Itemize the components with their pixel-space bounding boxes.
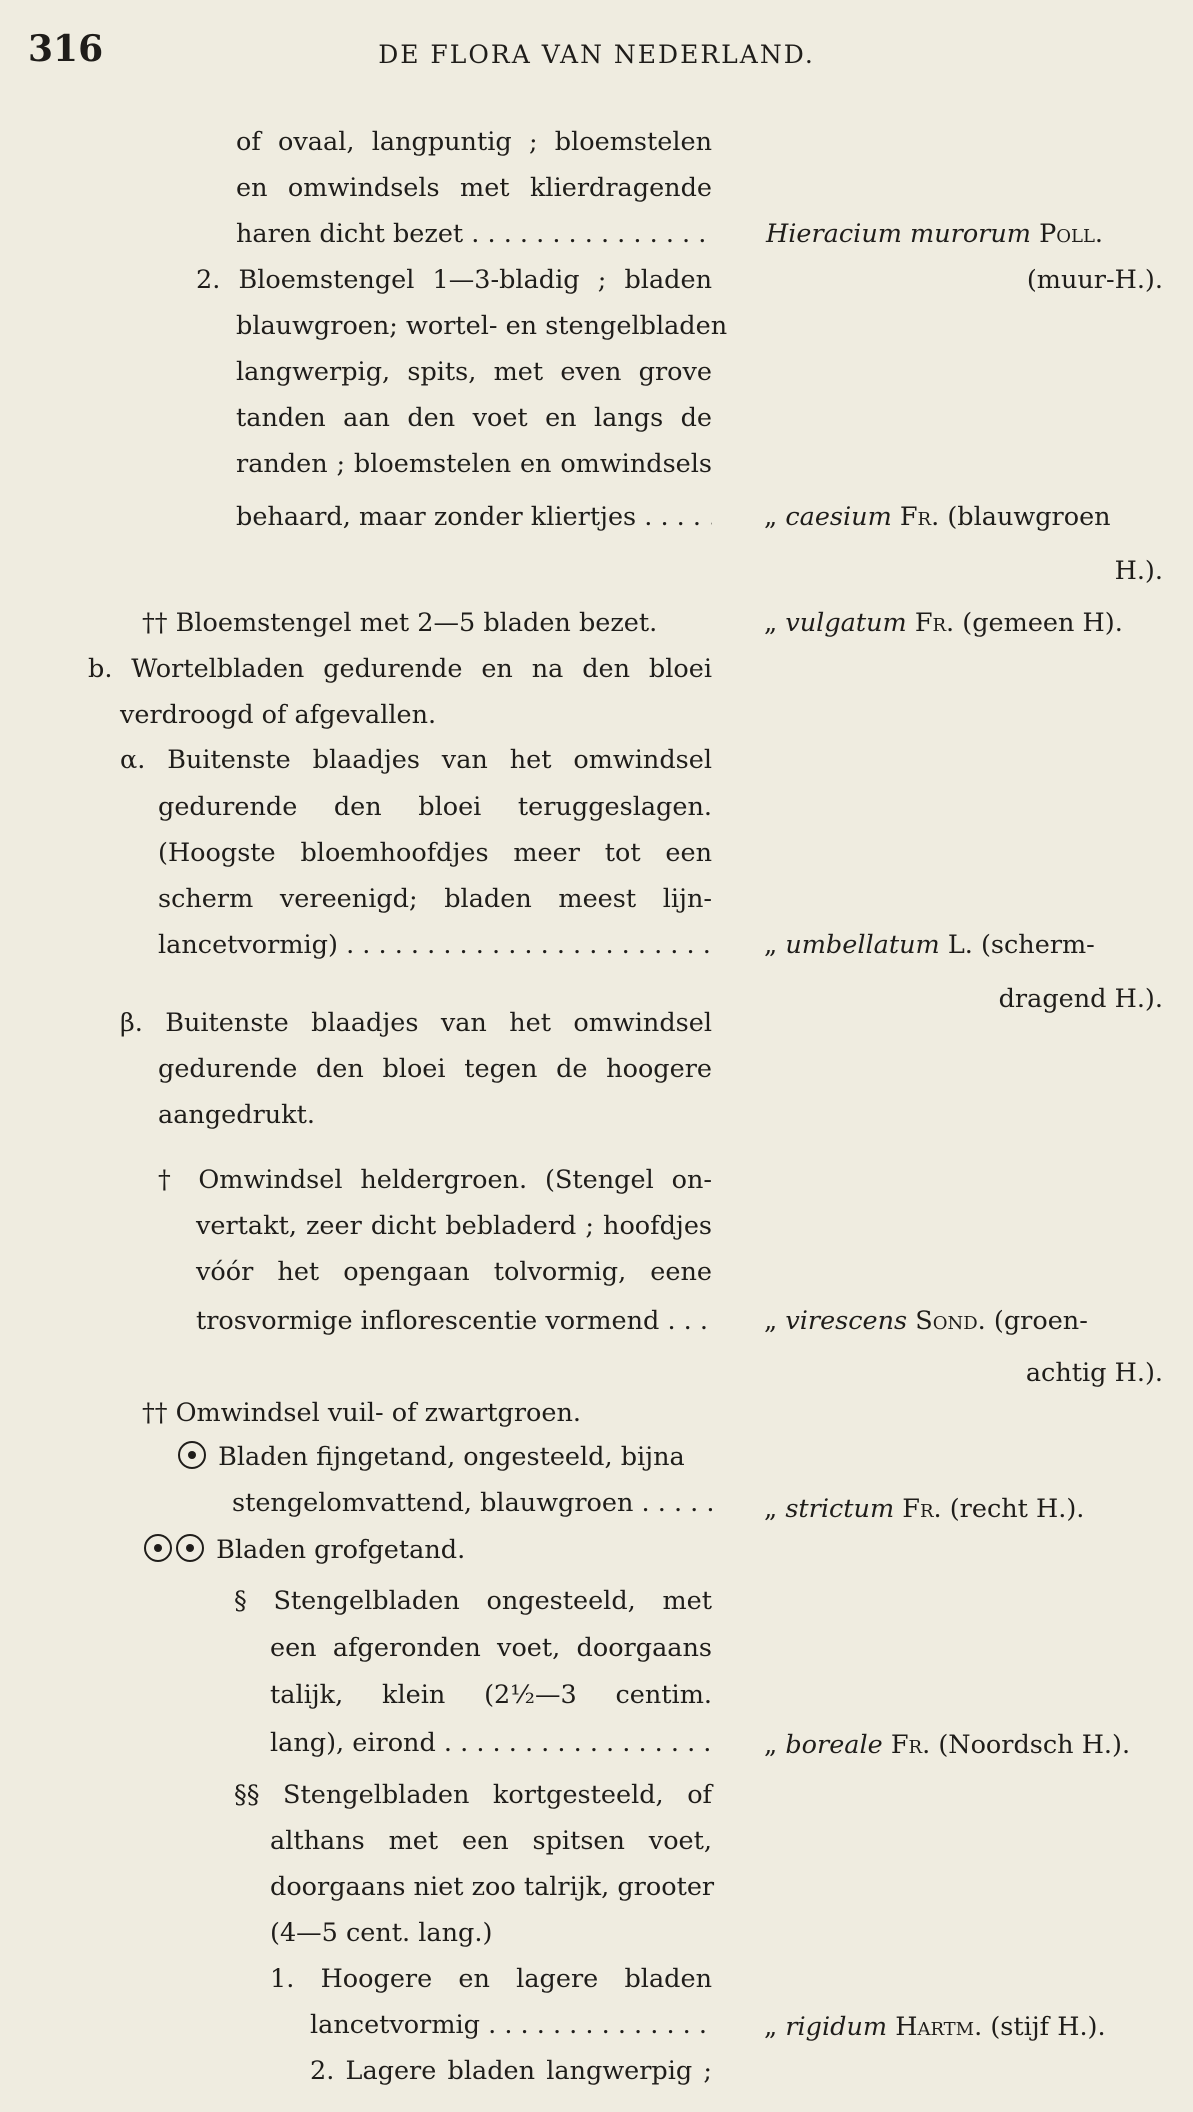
key-line: een afgeronden voet, doorgaans [270, 1633, 712, 1663]
species-name: „ umbellatum L. (scherm- [764, 930, 1095, 960]
key-line: α. Buitenste blaadjes van het omwindsel [120, 745, 712, 775]
key-line: †† Bloemstengel met 2—5 bladen bezet. [142, 608, 658, 638]
key-line: scherm vereenigd; bladen meest lijn- [158, 884, 712, 914]
key-line: lancetvormig . . . [310, 2002, 712, 2048]
species-name: „ virescens Sond. (groen- [764, 1306, 1088, 1336]
key-line: 2. Bloemstengel 1—3-bladig ; bladen [196, 265, 712, 295]
species-name: H.). [1114, 556, 1163, 586]
key-line: gedurende den bloei tegen de hoogere [158, 1054, 712, 1084]
key-line: (4—5 cent. lang.) [270, 1918, 493, 1948]
key-line: vóór het opengaan tolvormig, eene [196, 1257, 712, 1287]
species-name: „ boreale Fr. (Noordsch H.). [764, 1730, 1131, 1760]
key-line: lancetvormig) . . . [158, 922, 712, 968]
key-line: lang), eirond . . . [270, 1720, 712, 1766]
species-name: dragend H.). [998, 984, 1163, 1014]
key-line: blauwgroen; wortel- en stengelbladen [236, 311, 728, 341]
key-line: behaard, maar zonder kliertjes . . . [236, 494, 712, 540]
key-line: b. Wortelbladen gedurende en na den bloei [88, 654, 712, 684]
key-line: Bladen grofgetand. [144, 1527, 465, 1573]
species-name: (muur-H.). [1026, 265, 1163, 295]
key-line: § Stengelbladen ongesteeld, met [234, 1586, 712, 1616]
key-line: tanden aan den voet en langs de [236, 403, 712, 433]
key-line: of ovaal, langpuntig ; bloemstelen [236, 127, 712, 157]
key-line: stengelomvattend, blauwgroen . . . [232, 1480, 712, 1526]
key-line: en omwindsels met klierdragende [236, 173, 712, 203]
key-line: doorgaans niet zoo talrijk, grooter [270, 1872, 715, 1902]
key-line: Bladen fijngetand, ongesteeld, bijna [178, 1434, 685, 1480]
key-line: gedurende den bloei teruggeslagen. [158, 792, 712, 822]
key-line: (Hoogste bloemhoofdjes meer tot een [158, 838, 712, 868]
key-line: β. Buitenste blaadjes van het omwindsel [120, 1008, 712, 1038]
dotted-circle-icon [176, 1534, 204, 1562]
key-line: vertakt, zeer dicht bebladerd ; hoofdjes [196, 1211, 712, 1241]
key-line: 1. Hoogere en lagere bladen [270, 1964, 712, 1994]
key-line: talijk, klein (2½—3 centim. [270, 1680, 712, 1710]
key-line: langwerpig, spits, met even grove [236, 357, 712, 387]
species-name: „ strictum Fr. (recht H.). [764, 1494, 1085, 1524]
dotted-circle-icon [144, 1534, 172, 1562]
key-line: haren dicht bezet . . . [236, 211, 712, 257]
species-name: Hieracium murorum Poll. [766, 219, 1104, 249]
running-head: DE FLORA VAN NEDERLAND. [378, 40, 815, 69]
key-line: §§ Stengelbladen kortgesteeld, of [234, 1780, 712, 1810]
key-line: trosvormige inflorescentie vormend . . . [196, 1298, 712, 1344]
species-name: achtig H.). [1025, 1358, 1163, 1388]
species-name: „ caesium Fr. (blauwgroen [764, 502, 1111, 532]
key-line: † Omwindsel heldergroen. (Stengel on- [158, 1165, 712, 1195]
key-line: †† Omwindsel vuil- of zwartgroen. [142, 1398, 582, 1428]
species-name: „ rigidum Hartm. (stijf H.). [764, 2012, 1106, 2042]
key-line: verdroogd of afgevallen. [120, 700, 437, 730]
key-line: randen ; bloemstelen en omwindsels [236, 449, 712, 479]
key-line: 2. Lagere bladen langwerpig ; [310, 2056, 712, 2086]
page-number: 316 [28, 28, 104, 70]
key-line: aangedrukt. [158, 1100, 315, 1130]
dotted-circle-icon [178, 1441, 206, 1469]
species-name: „ vulgatum Fr. (gemeen H). [764, 608, 1123, 638]
key-line: althans met een spitsen voet, [270, 1826, 712, 1856]
